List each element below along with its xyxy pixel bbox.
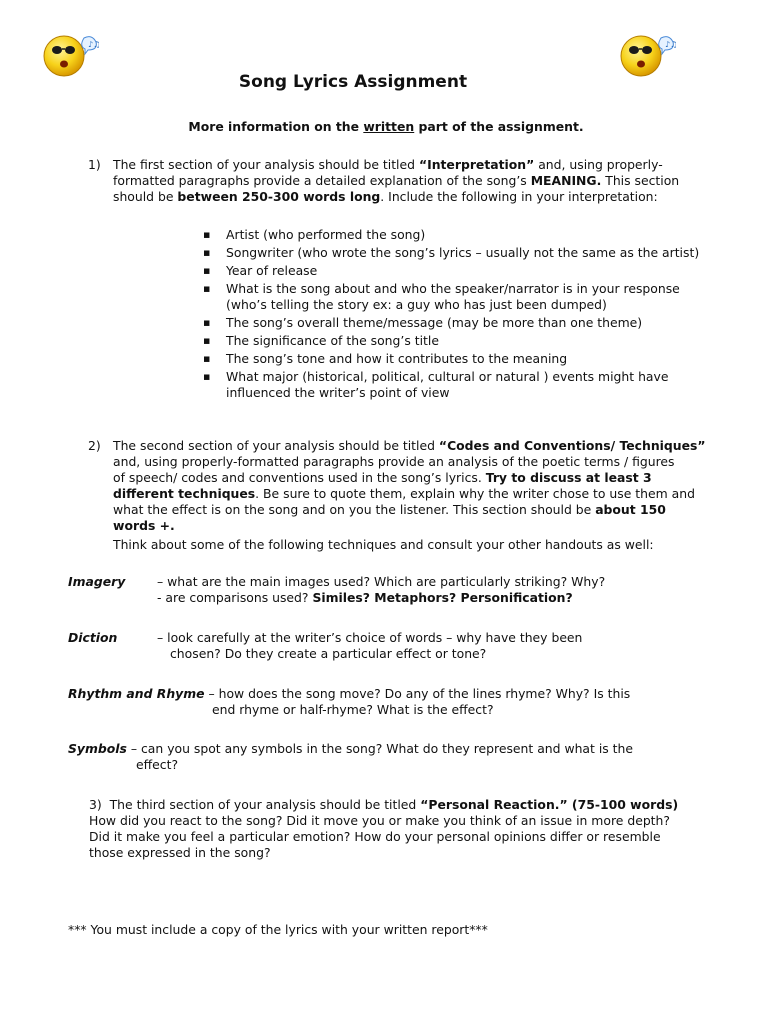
symbols-term: Symbols: [68, 741, 127, 756]
list-item: ▪ The song’s overall theme/message (may be more than one theme): [203, 315, 713, 331]
section2-line1: The second section of your analysis should be titled “Codes and Conventions/ Techniques”: [113, 438, 706, 453]
list-item: ▪ What major (historical, political, cultural or natural ) events might have influenced the writer’s point of view: [203, 369, 713, 401]
section2-body: [113, 438, 713, 553]
rhythm-term: Rhythm and Rhyme: [68, 686, 205, 701]
section1-line2: formatted paragraphs provide a detailed explanation of the song’s MEANING. This section: [113, 173, 680, 188]
section1-line1: The first section of your analysis should be titled “Interpretation” and, using properly-: [113, 157, 663, 172]
diction-term: Diction: [68, 630, 118, 645]
section2-line5: what the effect is on the song and on you the listener. This section should be about 150: [113, 502, 666, 517]
svg-text:♪♫: ♪♫: [88, 40, 101, 49]
section2-line7: Think about some of the following techniques and consult your other handouts as well:: [113, 537, 654, 552]
section3-body: 3) The third section of your analysis should be titled “Personal Reaction.” (75-100 words) How did you react to the song? Did it move you or make you think of an issue in more depth? Did it make you feel a particular emotion? How do your personal opinions differ or resemble those expressed in the song?: [89, 797, 679, 860]
subtitle-post: part of the assignment.: [414, 119, 584, 134]
list-item: ▪ Artist (who performed the song): [203, 227, 713, 243]
imagery-description: – what are the main images used? Which are particularly striking? Why? - are comparisons used? Similes? Metaphors? Personification?: [157, 574, 606, 605]
list-item: ▪ Year of release: [203, 263, 713, 279]
interpretation-checklist: [203, 227, 713, 403]
diction-description: – look carefully at the writer’s choice of words – why have they been chosen? Do they create a particular effect or tone?: [157, 630, 583, 661]
section1-intro: [113, 157, 713, 205]
section2-line4: different techniques. Be sure to quote them, explain why the writer chose to use them and: [113, 486, 695, 501]
page-subtitle: [0, 119, 768, 135]
page-title: Song Lyrics Assignment: [238, 72, 468, 92]
section2-line3: of speech/ codes and conventions used in the song’s lyrics. Try to discuss at least 3: [113, 470, 652, 485]
section3-number: 3): [89, 797, 102, 812]
subtitle-pre: More information on the: [188, 119, 364, 134]
section2-line6: words +.: [113, 518, 175, 533]
imagery-term: Imagery: [68, 574, 126, 589]
section2-number: 2): [88, 438, 101, 453]
rhythm-rhyme-entry: Rhythm and Rhyme – how does the song move? Do any of the lines rhyme? Why? Is this end rhyme or half-rhyme? What is the effect?: [68, 686, 631, 717]
symbols-entry: Symbols – can you spot any symbols in the song? What do they represent and what is the effect?: [68, 741, 633, 772]
list-item: ▪ The significance of the song’s title: [203, 333, 713, 349]
list-item: ▪ What is the song about and who the speaker/narrator is in your response (who’s telling the story ex: a guy who has just been dumped): [203, 281, 713, 313]
svg-text:♪♫: ♪♫: [665, 40, 678, 49]
section1-line3: should be between 250-300 words long. Include the following in your interpretation:: [113, 189, 658, 204]
section1-number: 1): [88, 157, 101, 172]
subtitle-underlined: written: [363, 119, 415, 134]
section2-line2: and, using properly-formatted paragraphs provide an analysis of the poetic terms / figures: [113, 454, 675, 469]
footer-note: *** You must include a copy of the lyrics with your written report***: [68, 922, 488, 937]
list-item: ▪ Songwriter (who wrote the song’s lyrics – usually not the same as the artist): [203, 245, 713, 261]
list-item: ▪ The song’s tone and how it contributes to the meaning: [203, 351, 713, 367]
